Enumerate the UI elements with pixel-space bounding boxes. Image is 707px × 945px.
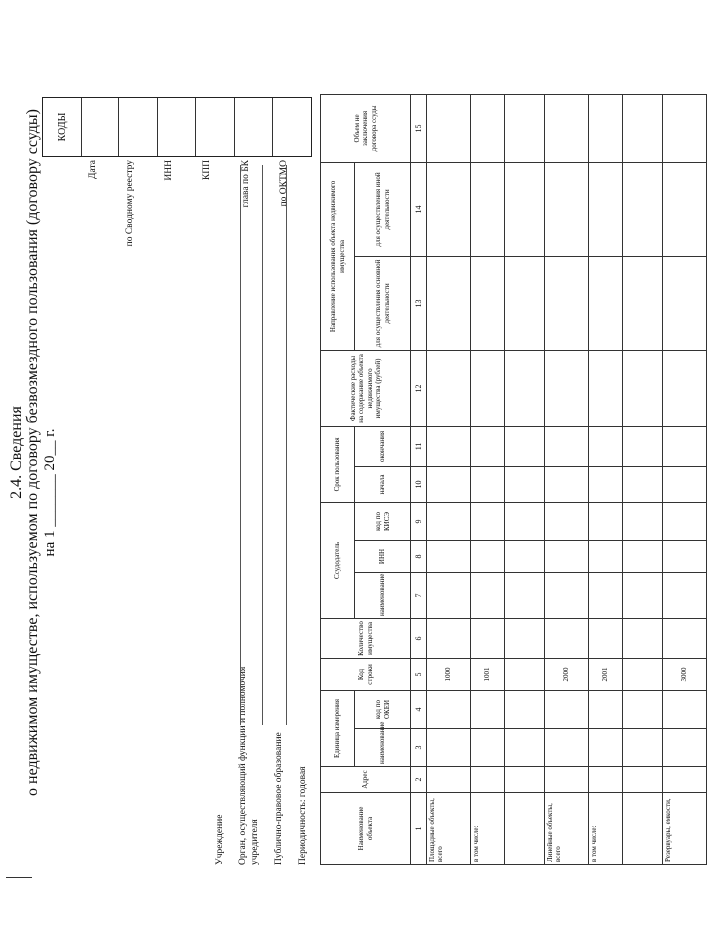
column-number-row [411,94,427,864]
column-number: 8 [411,540,427,572]
data-cell[interactable] [663,572,707,618]
data-cell[interactable] [623,540,663,572]
data-cell[interactable] [505,729,545,767]
table-row [623,94,663,864]
data-cell[interactable] [427,426,471,466]
data-cell[interactable] [427,94,471,162]
header-unit-okei: код по ОКЕИ [355,690,411,728]
data-cell[interactable] [589,502,623,540]
data-cell[interactable] [427,540,471,572]
data-cell[interactable] [505,502,545,540]
data-cell[interactable] [505,618,545,658]
header-lender-okpo: код по КИСЭ [355,502,411,540]
data-cell[interactable] [663,618,707,658]
municipality-label: Публично-правовое образование [274,732,284,865]
data-cell[interactable] [623,729,663,767]
data-cell[interactable] [545,540,589,572]
data-cell[interactable] [427,256,471,350]
header-unit: Единица измерения [321,690,355,766]
data-cell[interactable] [663,466,707,502]
data-cell[interactable] [427,162,471,256]
header-expenses: Фактические расходы на содержание объекта недвижимого имущества (рублей) [321,350,411,426]
data-cell[interactable] [427,350,471,426]
column-number: 14 [411,162,427,256]
row-code-cell: 1001 [471,658,505,690]
data-cell[interactable] [663,256,707,350]
data-cell[interactable] [663,767,707,793]
data-cell[interactable] [545,618,589,658]
column-number: 3 [411,729,427,767]
data-cell[interactable] [545,767,589,793]
institution-label: Учреждение [215,814,225,865]
table-row [471,94,505,864]
data-cell[interactable] [623,466,663,502]
data-cell[interactable] [589,426,623,466]
data-cell[interactable] [505,350,545,426]
data-cell[interactable] [623,690,663,728]
data-cell[interactable] [427,502,471,540]
column-number: 2 [411,767,427,793]
data-cell[interactable] [663,426,707,466]
row-name-cell: в том числе: [471,793,505,865]
header-term-start: начала [355,466,411,502]
row-code-cell: 3000 [663,658,707,690]
header-term-end: окончания [355,426,411,466]
data-cell[interactable] [663,729,707,767]
authority-label-cont: учредителя [250,819,260,865]
data-cell[interactable] [589,690,623,728]
data-cell[interactable] [471,350,505,426]
row-name-cell: Площадные объекты, всего [427,793,471,865]
data-cell[interactable] [623,350,663,426]
data-cell[interactable] [589,94,623,162]
authority-fill-line [262,165,263,725]
header-lender: Ссудодатель [321,502,355,618]
row-name-cell: Линейные объекты, всего [545,793,589,865]
data-cell[interactable] [589,572,623,618]
row-name-cell [623,793,663,865]
codes-inn-label: ИНН [164,160,174,181]
table-row [505,94,545,864]
data-cell[interactable] [545,94,589,162]
data-cell[interactable] [663,502,707,540]
header-object-name: Наименование объекта [321,793,411,865]
row-code-cell: 2000 [545,658,589,690]
data-cell[interactable] [471,256,505,350]
document-title: 2.4. Сведения [8,406,25,499]
data-cell[interactable] [623,94,663,162]
data-cell[interactable] [545,729,589,767]
row-code-cell: 1000 [427,658,471,690]
data-cell[interactable] [471,466,505,502]
data-cell[interactable] [471,729,505,767]
data-cell[interactable] [623,618,663,658]
data-cell[interactable] [623,502,663,540]
data-cell[interactable] [663,94,707,162]
data-cell[interactable] [545,502,589,540]
header-lender-inn: ИНН [355,540,411,572]
codes-oktmo-label: по ОКТМО [279,160,289,207]
row-name-cell [505,793,545,865]
header-usage-other: для осуществления иной деятельности [355,162,411,256]
data-cell[interactable] [427,466,471,502]
data-cell[interactable] [589,162,623,256]
row-code-cell [505,658,545,690]
data-cell[interactable] [471,540,505,572]
data-cell[interactable] [589,466,623,502]
data-cell[interactable] [427,690,471,728]
row-code-cell [623,658,663,690]
table-row [589,94,623,864]
data-cell[interactable] [505,94,545,162]
periodicity-label: Периодичность: годовая [298,766,308,865]
data-cell[interactable] [663,350,707,426]
row-name-cell: Резервуары, емкости, [663,793,707,865]
column-number: 9 [411,502,427,540]
data-cell[interactable] [505,256,545,350]
data-cell[interactable] [623,572,663,618]
data-cell[interactable] [505,690,545,728]
data-cell[interactable] [545,256,589,350]
institution-fill-line [240,165,241,725]
table-row [663,94,707,864]
column-number: 15 [411,94,427,162]
data-cell[interactable] [623,767,663,793]
data-cell[interactable] [623,256,663,350]
row-name-cell: в том числе: [589,793,623,865]
column-number: 5 [411,658,427,690]
data-cell[interactable] [505,767,545,793]
data-cell[interactable] [427,572,471,618]
column-number: 12 [411,350,427,426]
data-cell[interactable] [471,162,505,256]
data-cell[interactable] [663,162,707,256]
codes-bk-label: глава по БК [241,160,251,208]
municipality-fill-line [286,165,287,725]
data-cell[interactable] [427,767,471,793]
data-cell[interactable] [589,767,623,793]
data-cell[interactable] [505,540,545,572]
data-cell[interactable] [505,426,545,466]
column-number: 4 [411,690,427,728]
column-number: 7 [411,572,427,618]
data-cell[interactable] [589,729,623,767]
codes-kpp-label: КПП [202,160,212,181]
page-edge-mark [6,877,32,878]
column-number: 6 [411,618,427,658]
data-cell[interactable] [471,767,505,793]
header-quantity: Количество имущества [321,618,411,658]
header-line-code: Код строки [321,658,411,690]
header-term: Срок пользования [321,426,355,502]
header-lender-name: наименование [355,572,411,618]
data-cell[interactable] [589,540,623,572]
data-cell[interactable] [471,94,505,162]
column-number: 11 [411,426,427,466]
data-cell[interactable] [589,618,623,658]
data-cell[interactable] [589,350,623,426]
table-row [427,94,471,864]
data-cell[interactable] [623,162,663,256]
data-cell[interactable] [545,572,589,618]
data-cell[interactable] [427,729,471,767]
data-cell[interactable] [505,572,545,618]
data-cell[interactable] [505,466,545,502]
header-address: Адрес [321,767,411,793]
column-number: 1 [411,793,427,865]
data-cell[interactable] [471,426,505,466]
data-cell[interactable] [663,690,707,728]
codes-box [42,97,312,157]
data-cell[interactable] [545,426,589,466]
data-cell[interactable] [623,426,663,466]
data-cell[interactable] [471,690,505,728]
authority-label: Орган, осуществляющий функции и полномочия [238,666,248,865]
data-cell[interactable] [545,466,589,502]
data-cell[interactable] [663,540,707,572]
header-usage-main: для осуществления основной деятельности [355,256,411,350]
data-cell[interactable] [589,256,623,350]
codes-date-label: Дата [88,160,98,179]
data-cell[interactable] [545,350,589,426]
header-unconcluded: Объем не заключения договора ссуды [321,94,411,162]
data-cell[interactable] [505,162,545,256]
data-cell[interactable] [545,690,589,728]
column-number: 13 [411,256,427,350]
column-number: 10 [411,466,427,502]
property-table [320,94,707,865]
row-code-cell: 2001 [589,658,623,690]
codes-header: КОДЫ [56,112,68,142]
data-cell[interactable] [427,618,471,658]
data-cell[interactable] [545,162,589,256]
table-row [545,94,589,864]
header-usage: Направление использования объекта недвижимого имущества [321,162,355,350]
document-subtitle: о недвижимом имуществе, используемом по договору безвозмездного пользования (договору ссуды) [24,109,41,796]
data-cell[interactable] [471,502,505,540]
data-cell[interactable] [471,618,505,658]
data-cell[interactable] [471,572,505,618]
document-date-line: на 1 _______ 20__ г. [42,428,58,557]
header-unit-name: наименование [355,729,411,767]
codes-registry-label: по Сводному реестру [125,160,135,247]
